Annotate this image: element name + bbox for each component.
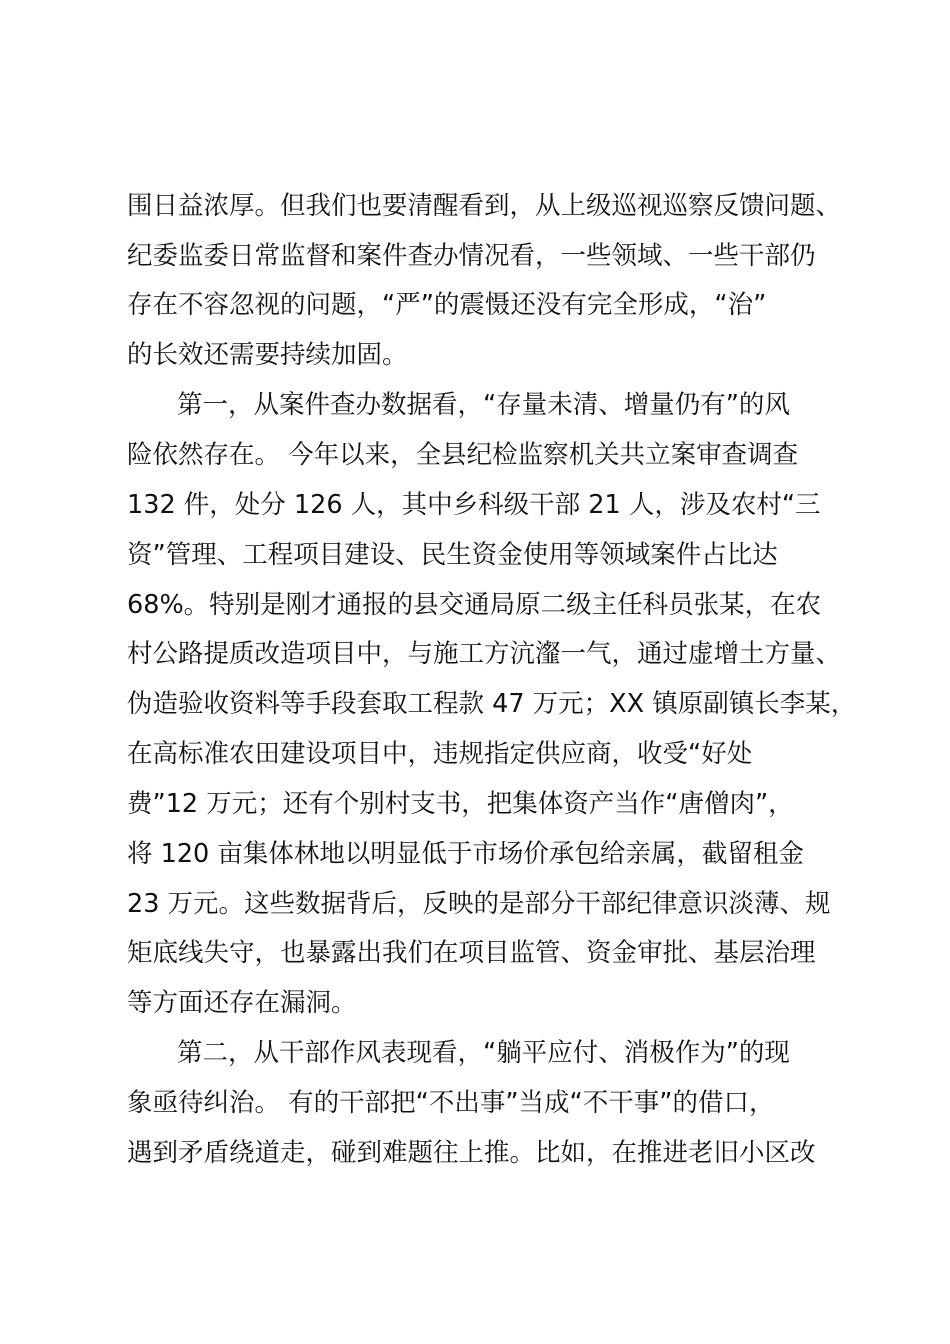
text-line: 村公路提质改造项目中，与施工方沆瀣一气，通过虚增土方量、 <box>127 639 842 669</box>
text-line: 等方面还存在漏洞。 <box>127 988 357 1018</box>
text-line: 象亟待纠治。 有的干部把“不出事”当成“不干事”的借口， <box>127 1088 775 1118</box>
text-line: 矩底线失守，也暴露出我们在项目监管、资金审批、基层治理 <box>127 938 816 968</box>
text-line: 23 万元。这些数据背后，反映的是部分干部纪律意识淡薄、规 <box>127 889 831 919</box>
text-line: 围日益浓厚。但我们也要清醒看到，从上级巡视巡察反馈问题、 <box>127 191 842 221</box>
text-line: 费”12 万元；还有个别村支书，把集体资产当作“唐僧肉”， <box>127 789 794 819</box>
text-line: 的长效还需要持续加固。 <box>127 340 408 370</box>
text-line: 伪造验收资料等手段套取工程款 47 万元；XX 镇原副镇长李某， <box>127 689 857 719</box>
text-line: 险依然存在。 今年以来，全县纪检监察机关共立案审查调查 <box>127 440 799 470</box>
text-line: 在高标准农田建设项目中，违规指定供应商，收受“好处 <box>127 739 753 769</box>
text-line: 资”管理、工程项目建设、民生资金使用等领域案件占比达 <box>127 540 778 570</box>
paragraph-first-line: 第一，从案件查办数据看，“存量未清、增量仍有”的风 <box>177 390 790 420</box>
text-line: 存在不容忽视的问题，“严”的震慑还没有完全形成，“治” <box>127 290 767 320</box>
text-line: 纪委监委日常监督和案件查办情况看，一些领域、一些干部仍 <box>127 241 816 271</box>
text-line: 遇到矛盾绕道走，碰到难题往上推。比如，在推进老旧小区改 <box>127 1138 816 1168</box>
text-line: 68%。特别是刚才通报的县交通局原二级主任科员张某，在农 <box>127 590 822 620</box>
text-line: 132 件，处分 126 人，其中乡科级干部 21 人，涉及农村“三 <box>127 490 821 520</box>
paragraph-first-line: 第二，从干部作风表现看，“躺平应付、消极作为”的现 <box>177 1038 790 1068</box>
text-line: 将 120 亩集体林地以明显低于市场价承包给亲属，截留租金 <box>127 839 804 869</box>
